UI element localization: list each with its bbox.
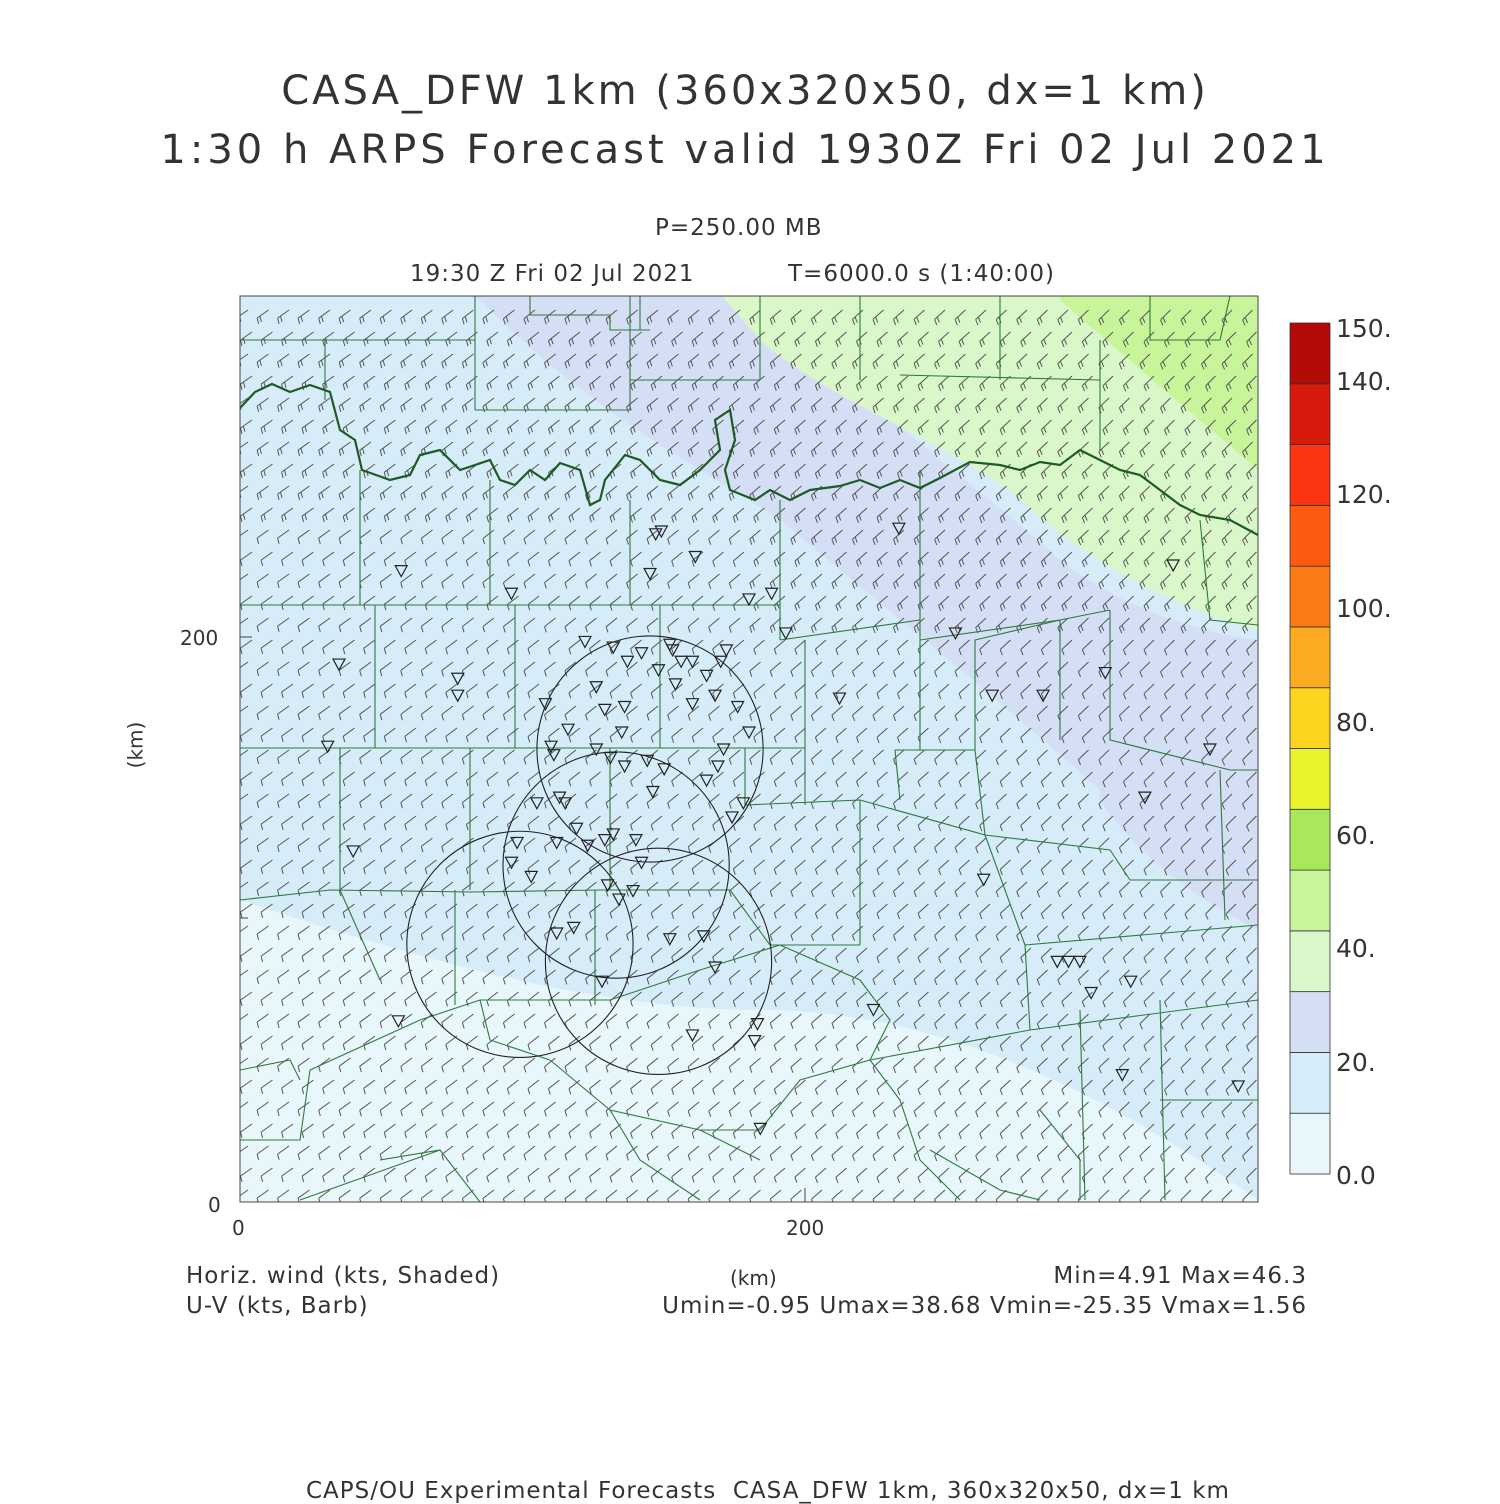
colorbar-label-150: 150. <box>1336 314 1392 343</box>
colorbar-swatch <box>1290 384 1330 445</box>
title-line-1: CASA_DFW 1km (360x320x50, dx=1 km) <box>281 68 1209 114</box>
colorbar-label-20: 20. <box>1336 1048 1376 1077</box>
model-time: T=6000.0 s (1:40:00) <box>788 261 1056 287</box>
colorbar-swatch <box>1290 445 1330 506</box>
colorbar-label-0: 0.0 <box>1336 1161 1376 1190</box>
colorbar-swatch <box>1290 1113 1330 1174</box>
colorbar-swatch <box>1290 627 1330 688</box>
wind-speed-shading <box>240 296 1258 1202</box>
x-tick-0: 0 <box>232 1216 245 1240</box>
pressure-level: P=250.00 MB <box>655 215 823 241</box>
colorbar-label-40: 40. <box>1336 934 1376 963</box>
y-tick-200: 200 <box>180 626 219 650</box>
colorbar-label-100: 100. <box>1336 594 1392 623</box>
colorbar-swatch <box>1290 809 1330 870</box>
colorbar-swatch <box>1290 1052 1330 1113</box>
colorbar-label-60: 60. <box>1336 821 1376 850</box>
colorbar-label-80: 80. <box>1336 708 1376 737</box>
title-line-2: 1:30 h ARPS Forecast valid 1930Z Fri 02 Jul 2021 <box>160 127 1330 173</box>
y-tick-0: 0 <box>208 1193 221 1217</box>
colorbar-swatch <box>1290 870 1330 931</box>
colorbar-swatch <box>1290 931 1330 992</box>
legend-min-max: Min=4.91 Max=46.3 <box>1053 1263 1307 1289</box>
x-axis-label: (km) <box>730 1266 777 1290</box>
colorbar-label-120: 120. <box>1336 480 1392 509</box>
colorbar-swatch <box>1290 566 1330 627</box>
x-tick-200: 200 <box>786 1216 825 1240</box>
legend-field-shaded: Horiz. wind (kts, Shaded) <box>186 1263 501 1289</box>
legend-field-barb: U-V (kts, Barb) <box>186 1293 369 1319</box>
colorbar-swatch <box>1290 688 1330 749</box>
colorbar <box>1290 323 1330 1174</box>
colorbar-swatch <box>1290 323 1330 384</box>
legend-uv-range: Umin=-0.95 Umax=38.68 Vmin=-25.35 Vmax=1.56 <box>662 1293 1307 1319</box>
colorbar-label-140: 140. <box>1336 367 1392 396</box>
colorbar-swatch <box>1290 505 1330 566</box>
colorbar-swatch <box>1290 749 1330 810</box>
y-axis-label: (km) <box>123 721 148 769</box>
footer-credit: CAPS/OU Experimental Forecasts CASA_DFW 1km, 360x320x50, dx=1 km <box>306 1478 1230 1504</box>
colorbar-swatch <box>1290 992 1330 1053</box>
valid-time: 19:30 Z Fri 02 Jul 2021 <box>410 261 695 287</box>
